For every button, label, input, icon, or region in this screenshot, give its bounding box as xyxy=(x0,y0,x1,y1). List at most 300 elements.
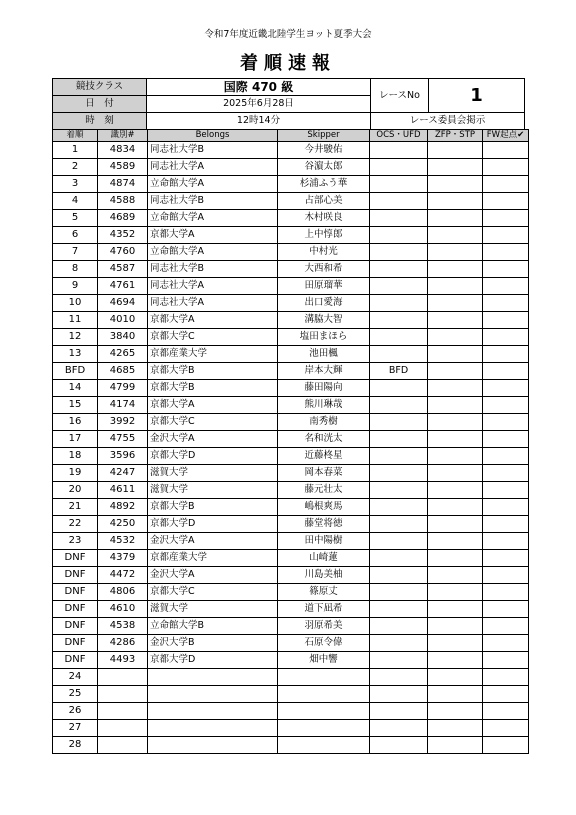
belongs-cell: 京都大学B xyxy=(148,363,278,380)
belongs-cell: 立命館大学B xyxy=(148,618,278,635)
zfp-stp-cell xyxy=(428,686,483,703)
position-cell: 20 xyxy=(53,482,98,499)
table-row xyxy=(53,499,529,516)
skipper-cell: 羽原希美 xyxy=(278,618,370,635)
ocs-ufd-cell xyxy=(370,703,428,720)
zfp-stp-cell xyxy=(428,380,483,397)
sail-id-cell: 4760 xyxy=(98,244,148,261)
ocs-ufd-cell xyxy=(370,618,428,635)
sail-id-cell: 4247 xyxy=(98,465,148,482)
skipper-cell: 溝脇大智 xyxy=(278,312,370,329)
fw-cell xyxy=(483,703,529,720)
fw-cell xyxy=(483,193,529,210)
sail-id-cell: 3992 xyxy=(98,414,148,431)
zfp-stp-cell xyxy=(428,295,483,312)
position-cell: 3 xyxy=(53,176,98,193)
skipper-cell: 畑中響 xyxy=(278,652,370,669)
fw-cell xyxy=(483,482,529,499)
position-cell: 15 xyxy=(53,397,98,414)
skipper-cell: 篠原丈 xyxy=(278,584,370,601)
fw-cell xyxy=(483,669,529,686)
fw-cell xyxy=(483,499,529,516)
ocs-ufd-cell xyxy=(370,635,428,652)
ocs-ufd-cell xyxy=(370,584,428,601)
position-cell: 1 xyxy=(53,142,98,159)
ocs-ufd-cell xyxy=(370,193,428,210)
belongs-cell: 立命館大学A xyxy=(148,176,278,193)
position-cell: 12 xyxy=(53,329,98,346)
table-row xyxy=(53,210,529,227)
skipper-cell xyxy=(278,737,370,754)
fw-cell xyxy=(483,465,529,482)
table-row xyxy=(53,584,529,601)
ocs-ufd-cell xyxy=(370,516,428,533)
race-header-table xyxy=(52,78,525,130)
skipper-cell: 木村咲良 xyxy=(278,210,370,227)
date-value: 2025年6月28日 xyxy=(147,96,371,113)
skipper-cell: 熊川琳哉 xyxy=(278,397,370,414)
belongs-cell: 同志社大学A xyxy=(148,159,278,176)
position-cell: 27 xyxy=(53,720,98,737)
zfp-stp-cell xyxy=(428,159,483,176)
sail-id-cell: 4472 xyxy=(98,567,148,584)
skipper-cell: 中村光 xyxy=(278,244,370,261)
belongs-cell xyxy=(148,703,278,720)
zfp-stp-cell xyxy=(428,635,483,652)
sail-id-cell: 4587 xyxy=(98,261,148,278)
fw-cell xyxy=(483,516,529,533)
table-row xyxy=(53,227,529,244)
sail-id-cell: 4892 xyxy=(98,499,148,516)
zfp-stp-cell xyxy=(428,465,483,482)
skipper-cell: 出口愛海 xyxy=(278,295,370,312)
results-header-row xyxy=(53,130,529,142)
zfp-stp-cell xyxy=(428,737,483,754)
sail-id-cell: 4834 xyxy=(98,142,148,159)
belongs-cell: 金沢大学B xyxy=(148,635,278,652)
sail-id-cell: 4174 xyxy=(98,397,148,414)
ocs-ufd-cell xyxy=(370,414,428,431)
fw-cell xyxy=(483,618,529,635)
skipper-cell: 田中陽樹 xyxy=(278,533,370,550)
skipper-cell: 南秀樹 xyxy=(278,414,370,431)
belongs-cell: 金沢大学A xyxy=(148,533,278,550)
ocs-ufd-cell xyxy=(370,533,428,550)
fw-cell xyxy=(483,380,529,397)
fw-cell xyxy=(483,720,529,737)
document-title: 着順速報 xyxy=(240,53,336,74)
sail-id-cell: 3596 xyxy=(98,448,148,465)
zfp-stp-cell xyxy=(428,448,483,465)
belongs-cell: 京都産業大学 xyxy=(148,550,278,567)
sail-id-cell: 4610 xyxy=(98,601,148,618)
zfp-stp-cell xyxy=(428,278,483,295)
fw-cell xyxy=(483,737,529,754)
position-cell: DNF xyxy=(53,652,98,669)
skipper-cell: 大西和希 xyxy=(278,261,370,278)
belongs-cell: 京都大学D xyxy=(148,448,278,465)
skipper-cell: 池田楓 xyxy=(278,346,370,363)
position-cell: 11 xyxy=(53,312,98,329)
skipper-cell: 岸本大輝 xyxy=(278,363,370,380)
belongs-cell: 京都大学C xyxy=(148,414,278,431)
ocs-ufd-cell xyxy=(370,720,428,737)
fw-cell xyxy=(483,295,529,312)
table-row xyxy=(53,295,529,312)
table-row xyxy=(53,414,529,431)
belongs-cell: 京都大学C xyxy=(148,329,278,346)
ocs-ufd-cell xyxy=(370,448,428,465)
table-row xyxy=(53,380,529,397)
ocs-ufd-cell xyxy=(370,737,428,754)
ocs-ufd-cell xyxy=(370,312,428,329)
ocs-ufd-cell xyxy=(370,601,428,618)
ocs-ufd-cell xyxy=(370,210,428,227)
fw-cell xyxy=(483,227,529,244)
sail-id-cell: 4806 xyxy=(98,584,148,601)
belongs-cell: 京都大学C xyxy=(148,584,278,601)
fw-cell xyxy=(483,312,529,329)
skipper-cell xyxy=(278,720,370,737)
ocs-ufd-cell xyxy=(370,567,428,584)
ocs-ufd-cell xyxy=(370,499,428,516)
race-no-label: レースNo xyxy=(371,79,429,113)
fw-cell xyxy=(483,346,529,363)
zfp-stp-cell xyxy=(428,533,483,550)
table-row xyxy=(53,261,529,278)
belongs-cell: 金沢大学A xyxy=(148,431,278,448)
position-cell: 4 xyxy=(53,193,98,210)
table-row xyxy=(53,346,529,363)
fw-cell xyxy=(483,601,529,618)
zfp-stp-cell xyxy=(428,584,483,601)
fw-cell xyxy=(483,584,529,601)
ocs-ufd-cell xyxy=(370,397,428,414)
fw-cell xyxy=(483,533,529,550)
skipper-cell: 塩田まほら xyxy=(278,329,370,346)
ocs-ufd-cell xyxy=(370,227,428,244)
sail-id-cell: 4761 xyxy=(98,278,148,295)
zfp-stp-cell xyxy=(428,312,483,329)
fw-cell xyxy=(483,448,529,465)
position-cell: 21 xyxy=(53,499,98,516)
sail-id-cell xyxy=(98,703,148,720)
fw-cell xyxy=(483,363,529,380)
belongs-cell: 京都大学A xyxy=(148,312,278,329)
date-label: 日 付 xyxy=(53,96,147,113)
belongs-cell: 同志社大学A xyxy=(148,278,278,295)
zfp-stp-cell xyxy=(428,210,483,227)
zfp-stp-cell xyxy=(428,431,483,448)
zfp-stp-cell xyxy=(428,720,483,737)
sail-id-cell: 4493 xyxy=(98,652,148,669)
position-cell: 18 xyxy=(53,448,98,465)
skipper-cell: 占部心美 xyxy=(278,193,370,210)
position-cell: 8 xyxy=(53,261,98,278)
table-row xyxy=(53,431,529,448)
belongs-cell: 同志社大学B xyxy=(148,261,278,278)
position-cell: 14 xyxy=(53,380,98,397)
belongs-cell: 京都大学A xyxy=(148,397,278,414)
class-value: 国際 470 級 xyxy=(147,79,371,96)
skipper-cell: 山崎蓮 xyxy=(278,550,370,567)
fw-cell xyxy=(483,567,529,584)
ocs-ufd-cell xyxy=(370,142,428,159)
ocs-ufd-cell xyxy=(370,550,428,567)
zfp-stp-cell xyxy=(428,193,483,210)
results-table xyxy=(52,129,529,754)
sail-id-cell: 4265 xyxy=(98,346,148,363)
sail-id-cell: 4611 xyxy=(98,482,148,499)
time-label: 時 刻 xyxy=(53,113,147,130)
ocs-ufd-cell xyxy=(370,686,428,703)
table-row xyxy=(53,448,529,465)
belongs-cell xyxy=(148,686,278,703)
race-no-value: 1 xyxy=(429,79,525,113)
position-cell: 19 xyxy=(53,465,98,482)
table-row xyxy=(53,601,529,618)
col-header-ocs-ufd: OCS・UFD xyxy=(370,130,428,142)
belongs-cell: 同志社大学B xyxy=(148,142,278,159)
table-row xyxy=(53,533,529,550)
table-row xyxy=(53,363,529,380)
belongs-cell: 同志社大学B xyxy=(148,193,278,210)
position-cell: DNF xyxy=(53,618,98,635)
zfp-stp-cell xyxy=(428,601,483,618)
sail-id-cell xyxy=(98,686,148,703)
zfp-stp-cell xyxy=(428,244,483,261)
table-row xyxy=(53,142,529,159)
ocs-ufd-cell xyxy=(370,482,428,499)
table-row xyxy=(53,193,529,210)
zfp-stp-cell xyxy=(428,567,483,584)
table-row xyxy=(53,278,529,295)
ocs-ufd-cell xyxy=(370,176,428,193)
position-cell: 28 xyxy=(53,737,98,754)
zfp-stp-cell xyxy=(428,414,483,431)
fw-cell xyxy=(483,550,529,567)
fw-cell xyxy=(483,414,529,431)
time-value: 12時14分 xyxy=(147,113,371,130)
position-cell: 6 xyxy=(53,227,98,244)
ocs-ufd-cell xyxy=(370,159,428,176)
table-row xyxy=(53,652,529,669)
position-cell: 5 xyxy=(53,210,98,227)
belongs-cell: 滋賀大学 xyxy=(148,482,278,499)
table-row xyxy=(53,244,529,261)
position-cell: 10 xyxy=(53,295,98,312)
zfp-stp-cell xyxy=(428,346,483,363)
zfp-stp-cell xyxy=(428,142,483,159)
table-row xyxy=(53,397,529,414)
belongs-cell: 滋賀大学 xyxy=(148,465,278,482)
belongs-cell: 滋賀大学 xyxy=(148,601,278,618)
skipper-cell: 今井駿佑 xyxy=(278,142,370,159)
ocs-ufd-cell xyxy=(370,346,428,363)
ocs-ufd-cell xyxy=(370,652,428,669)
event-title: 令和7年度近畿北陸学生ヨット夏季大会 xyxy=(204,29,372,40)
ocs-ufd-cell: BFD xyxy=(370,363,428,380)
sail-id-cell: 4538 xyxy=(98,618,148,635)
belongs-cell: 京都大学B xyxy=(148,499,278,516)
zfp-stp-cell xyxy=(428,397,483,414)
class-label: 競技クラス xyxy=(53,79,147,96)
position-cell: 9 xyxy=(53,278,98,295)
ocs-ufd-cell xyxy=(370,431,428,448)
committee-label: レース委員会掲示 xyxy=(371,113,525,130)
fw-cell xyxy=(483,635,529,652)
table-row xyxy=(53,720,529,737)
position-cell: 7 xyxy=(53,244,98,261)
col-header-id: 識別# xyxy=(98,130,148,142)
col-header-fw: FW起点✔ xyxy=(483,130,529,142)
belongs-cell xyxy=(148,669,278,686)
table-row xyxy=(53,669,529,686)
belongs-cell: 京都産業大学 xyxy=(148,346,278,363)
sail-id-cell: 4755 xyxy=(98,431,148,448)
col-header-skipper: Skipper xyxy=(278,130,370,142)
position-cell: 2 xyxy=(53,159,98,176)
skipper-cell xyxy=(278,686,370,703)
skipper-cell: 名和洸太 xyxy=(278,431,370,448)
sail-id-cell xyxy=(98,737,148,754)
zfp-stp-cell xyxy=(428,499,483,516)
zfp-stp-cell xyxy=(428,669,483,686)
belongs-cell: 同志社大学A xyxy=(148,295,278,312)
table-row xyxy=(53,159,529,176)
position-cell: DNF xyxy=(53,550,98,567)
belongs-cell: 金沢大学A xyxy=(148,567,278,584)
fw-cell xyxy=(483,261,529,278)
zfp-stp-cell xyxy=(428,550,483,567)
sail-id-cell: 4685 xyxy=(98,363,148,380)
zfp-stp-cell xyxy=(428,176,483,193)
sail-id-cell: 4379 xyxy=(98,550,148,567)
table-row xyxy=(53,635,529,652)
skipper-cell: 田原瑠華 xyxy=(278,278,370,295)
position-cell: 17 xyxy=(53,431,98,448)
skipper-cell: 石原令偉 xyxy=(278,635,370,652)
zfp-stp-cell xyxy=(428,227,483,244)
col-header-position: 着順 xyxy=(53,130,98,142)
belongs-cell: 立命館大学A xyxy=(148,244,278,261)
zfp-stp-cell xyxy=(428,618,483,635)
skipper-cell: 道下凪希 xyxy=(278,601,370,618)
table-row xyxy=(53,176,529,193)
sail-id-cell: 4250 xyxy=(98,516,148,533)
skipper-cell: 岡本春菜 xyxy=(278,465,370,482)
zfp-stp-cell xyxy=(428,261,483,278)
sail-id-cell: 4694 xyxy=(98,295,148,312)
fw-cell xyxy=(483,210,529,227)
col-header-zfp-stp: ZFP・STP xyxy=(428,130,483,142)
skipper-cell xyxy=(278,669,370,686)
sail-id-cell: 4352 xyxy=(98,227,148,244)
ocs-ufd-cell xyxy=(370,244,428,261)
table-row xyxy=(53,482,529,499)
fw-cell xyxy=(483,244,529,261)
ocs-ufd-cell xyxy=(370,380,428,397)
sail-id-cell: 4799 xyxy=(98,380,148,397)
zfp-stp-cell xyxy=(428,516,483,533)
belongs-cell: 京都大学D xyxy=(148,516,278,533)
position-cell: 25 xyxy=(53,686,98,703)
skipper-cell: 谷濵太郎 xyxy=(278,159,370,176)
position-cell: 22 xyxy=(53,516,98,533)
fw-cell xyxy=(483,431,529,448)
position-cell: 26 xyxy=(53,703,98,720)
position-cell: DNF xyxy=(53,584,98,601)
table-row xyxy=(53,567,529,584)
zfp-stp-cell xyxy=(428,652,483,669)
position-cell: 23 xyxy=(53,533,98,550)
skipper-cell: 川島美柚 xyxy=(278,567,370,584)
belongs-cell xyxy=(148,720,278,737)
sail-id-cell: 4286 xyxy=(98,635,148,652)
skipper-cell: 近藤柊星 xyxy=(278,448,370,465)
sail-id-cell: 4874 xyxy=(98,176,148,193)
position-cell: DNF xyxy=(53,601,98,618)
table-row xyxy=(53,516,529,533)
sail-id-cell: 4689 xyxy=(98,210,148,227)
position-cell: DNF xyxy=(53,567,98,584)
position-cell: 13 xyxy=(53,346,98,363)
fw-cell xyxy=(483,652,529,669)
ocs-ufd-cell xyxy=(370,465,428,482)
belongs-cell xyxy=(148,737,278,754)
fw-cell xyxy=(483,159,529,176)
ocs-ufd-cell xyxy=(370,669,428,686)
sail-id-cell: 4532 xyxy=(98,533,148,550)
fw-cell xyxy=(483,278,529,295)
table-row xyxy=(53,737,529,754)
sail-id-cell xyxy=(98,669,148,686)
fw-cell xyxy=(483,176,529,193)
table-row xyxy=(53,618,529,635)
fw-cell xyxy=(483,142,529,159)
belongs-cell: 立命館大学A xyxy=(148,210,278,227)
table-row xyxy=(53,329,529,346)
table-row xyxy=(53,550,529,567)
sail-id-cell: 4588 xyxy=(98,193,148,210)
sail-id-cell: 4589 xyxy=(98,159,148,176)
skipper-cell: 藤堂将徳 xyxy=(278,516,370,533)
ocs-ufd-cell xyxy=(370,278,428,295)
table-row xyxy=(53,465,529,482)
position-cell: 16 xyxy=(53,414,98,431)
col-header-belongs: Belongs xyxy=(148,130,278,142)
fw-cell xyxy=(483,397,529,414)
fw-cell xyxy=(483,329,529,346)
fw-cell xyxy=(483,686,529,703)
sail-id-cell xyxy=(98,720,148,737)
sail-id-cell: 3840 xyxy=(98,329,148,346)
skipper-cell: 上中惇郎 xyxy=(278,227,370,244)
ocs-ufd-cell xyxy=(370,295,428,312)
skipper-cell: 杉浦ふう華 xyxy=(278,176,370,193)
skipper-cell: 嶋根爽馬 xyxy=(278,499,370,516)
belongs-cell: 京都大学A xyxy=(148,227,278,244)
sail-id-cell: 4010 xyxy=(98,312,148,329)
zfp-stp-cell xyxy=(428,703,483,720)
zfp-stp-cell xyxy=(428,363,483,380)
table-row xyxy=(53,703,529,720)
skipper-cell xyxy=(278,703,370,720)
zfp-stp-cell xyxy=(428,482,483,499)
ocs-ufd-cell xyxy=(370,261,428,278)
belongs-cell: 京都大学D xyxy=(148,652,278,669)
table-row xyxy=(53,686,529,703)
